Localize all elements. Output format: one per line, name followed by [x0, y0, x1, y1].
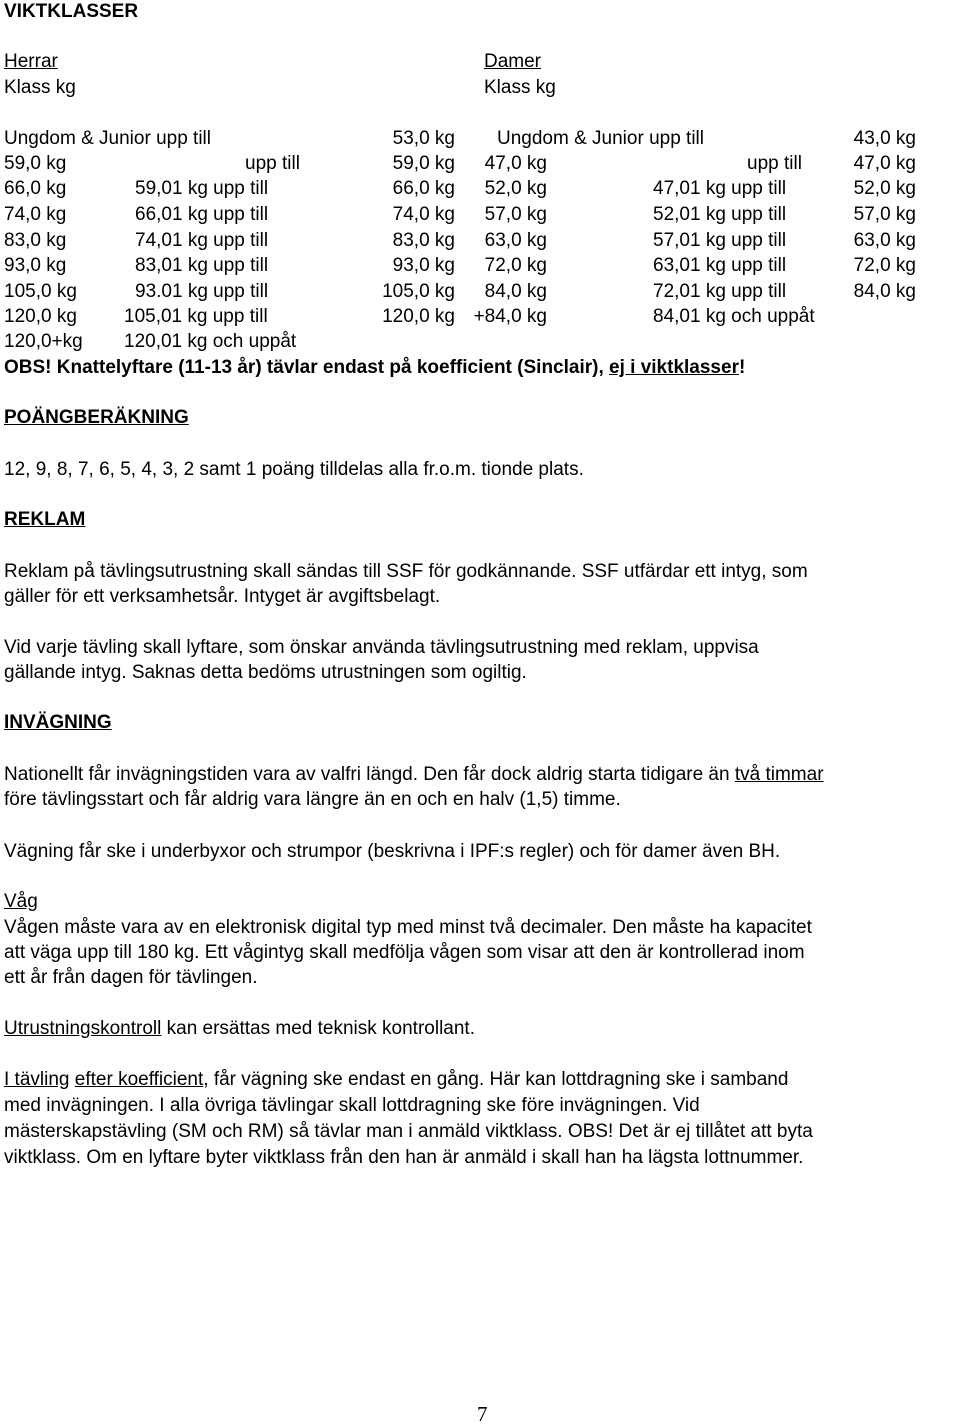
herrar-range-cell: 83,01 kg upp till [135, 255, 269, 276]
herrar-range-cell: 105,01 kg upp till [124, 306, 268, 327]
reklam-paragraph-line: Vid varje tävling skall lyftare, som önskar använda tävlingsutrustning med reklam, uppvisa [4, 637, 759, 658]
herrar-limit-cell: 120,0 kg [382, 306, 455, 327]
obs-note [4, 357, 745, 379]
koefficient-paragraph-line: viktklass. Om en lyftare byter viktklass från den han är anmäld i skall han ha lägsta lottnummer. [4, 1147, 804, 1168]
damer-class-cell: 47,0 kg [484, 153, 547, 174]
herrar-range-cell: 74,01 kg upp till [135, 230, 269, 251]
damer-class-cell: 63,0 kg [484, 230, 547, 251]
damer-range-cell: 47,01 kg upp till [653, 178, 787, 199]
page-title: VIKTKLASSER [4, 1, 139, 22]
damer-range-cell: 63,01 kg upp till [653, 255, 787, 276]
damer-limit-cell: 63,0 kg [853, 230, 916, 251]
invagning-paragraph-line [4, 764, 824, 786]
poang-text: 12, 9, 8, 7, 6, 5, 4, 3, 2 samt 1 poäng tilldelas alla fr.o.m. tionde plats. [4, 459, 584, 480]
damer-unit: Klass kg [484, 77, 556, 98]
obs-note-text: OBS! Knattelyftare (11-13 år) tävlar endast på koefficient (Sinclair), [4, 357, 610, 378]
koefficient-underlined-b: efter koefficient [74, 1069, 204, 1090]
damer-range-cell: 52,01 kg upp till [653, 204, 787, 225]
damer-class-cell: 72,0 kg [484, 255, 547, 276]
vag-paragraph-line: ett år från dagen för tävlingen. [4, 967, 258, 988]
reklam-paragraph-line: gällande intyg. Saknas detta bedöms utrustningen som ogiltig. [4, 662, 527, 683]
herrar-limit-cell: 53,0 kg [392, 128, 455, 149]
herrar-limit-cell: 66,0 kg [392, 178, 455, 199]
vag-paragraph-line: att väga upp till 180 kg. Ett vågintyg skall medfölja vågen som visar att den är kontrollerad inom [4, 942, 805, 963]
damer-limit-cell: 47,0 kg [853, 153, 916, 174]
herrar-range-cell: 59,01 kg upp till [135, 178, 269, 199]
herrar-class-cell: 74,0 kg [4, 204, 67, 225]
damer-range-cell: upp till [747, 153, 802, 174]
damer-class-cell: 52,0 kg [484, 178, 547, 199]
damer-range-cell: 84,01 kg och uppåt [653, 306, 815, 327]
herrar-heading: Herrar [4, 51, 58, 72]
damer-class-cell: +84,0 kg [473, 306, 547, 327]
koefficient-paragraph-line: mästerskapstävling (SM och RM) så tävlar man i anmäld viktklass. OBS! Det är ej tillåtet att byta [4, 1121, 813, 1142]
reklam-heading: REKLAM [4, 509, 86, 530]
damer-class-cell: 84,0 kg [484, 281, 547, 302]
vag-heading: Våg [4, 891, 38, 912]
damer-heading: Damer [484, 51, 542, 72]
herrar-class-cell: Ungdom & Junior upp till [4, 128, 211, 149]
invagning-heading: INVÄGNING [4, 712, 112, 733]
herrar-range-cell: 66,01 kg upp till [135, 204, 269, 225]
herrar-unit: Klass kg [4, 77, 76, 98]
reklam-paragraph-line: Reklam på tävlingsutrustning skall sändas till SSF för godkännande. SSF utfärdar ett intyg, som [4, 561, 808, 582]
invagning-underlined-text: två timmar [734, 764, 824, 785]
damer-limit-cell: 72,0 kg [853, 255, 916, 276]
herrar-range-cell: 93.01 kg upp till [135, 281, 269, 302]
herrar-class-cell: 93,0 kg [4, 255, 67, 276]
damer-limit-cell: 43,0 kg [853, 128, 916, 149]
damer-class-cell: 57,0 kg [484, 204, 547, 225]
damer-range-cell: 57,01 kg upp till [653, 230, 787, 251]
damer-class-cell: Ungdom & Junior upp till [497, 128, 704, 149]
vagning-paragraph: Vägning får ske i underbyxor och strumpor (beskrivna i IPF:s regler) och för damer även BH. [4, 841, 781, 862]
herrar-class-cell: 59,0 kg [4, 153, 67, 174]
page-number: 7 [477, 1402, 488, 1426]
obs-note-tail: ! [738, 357, 746, 378]
herrar-class-cell: 66,0 kg [4, 178, 67, 199]
koefficient-paragraph-line: med invägningen. I alla övriga tävlingar skall lottdragning ske före invägningen. Vid [4, 1095, 700, 1116]
herrar-limit-cell: 74,0 kg [392, 204, 455, 225]
herrar-limit-cell: 93,0 kg [392, 255, 455, 276]
herrar-class-cell: 120,0+kg [4, 331, 83, 352]
utrustning-paragraph [4, 1018, 475, 1040]
koefficient-paragraph-line [4, 1069, 788, 1091]
obs-note-underlined: ej i viktklasser [609, 357, 739, 378]
damer-range-cell: 72,01 kg upp till [653, 281, 787, 302]
reklam-paragraph-line: gäller för ett verksamhetsår. Intyget är avgiftsbelagt. [4, 586, 441, 607]
herrar-limit-cell: 83,0 kg [392, 230, 455, 251]
herrar-class-cell: 83,0 kg [4, 230, 67, 251]
herrar-limit-cell: 59,0 kg [392, 153, 455, 174]
herrar-class-cell: 105,0 kg [4, 281, 77, 302]
vag-paragraph-line: Vågen måste vara av en elektronisk digital typ med minst två decimaler. Den måste ha kapacitet [4, 917, 812, 938]
herrar-range-cell: 120,01 kg och uppåt [124, 331, 297, 352]
herrar-class-cell: 120,0 kg [4, 306, 77, 327]
herrar-range-cell: upp till [245, 153, 300, 174]
koefficient-text: , får vägning ske endast en gång. Här kan lottdragning ske i samband [203, 1069, 789, 1090]
damer-limit-cell: 52,0 kg [853, 178, 916, 199]
damer-limit-cell: 57,0 kg [853, 204, 916, 225]
invagning-paragraph-line: före tävlingsstart och får aldrig vara längre än en och en halv (1,5) timme. [4, 789, 621, 810]
koefficient-underlined-a: I tävling [4, 1069, 70, 1090]
invagning-text: Nationellt får invägningstiden vara av valfri längd. Den får dock aldrig starta tidigare än [4, 764, 735, 785]
herrar-limit-cell: 105,0 kg [382, 281, 455, 302]
poang-heading: POÄNGBERÄKNING [4, 407, 189, 428]
utrustning-text: kan ersättas med teknisk kontrollant. [161, 1018, 475, 1039]
utrustning-underlined: Utrustningskontroll [4, 1018, 162, 1039]
damer-limit-cell: 84,0 kg [853, 281, 916, 302]
